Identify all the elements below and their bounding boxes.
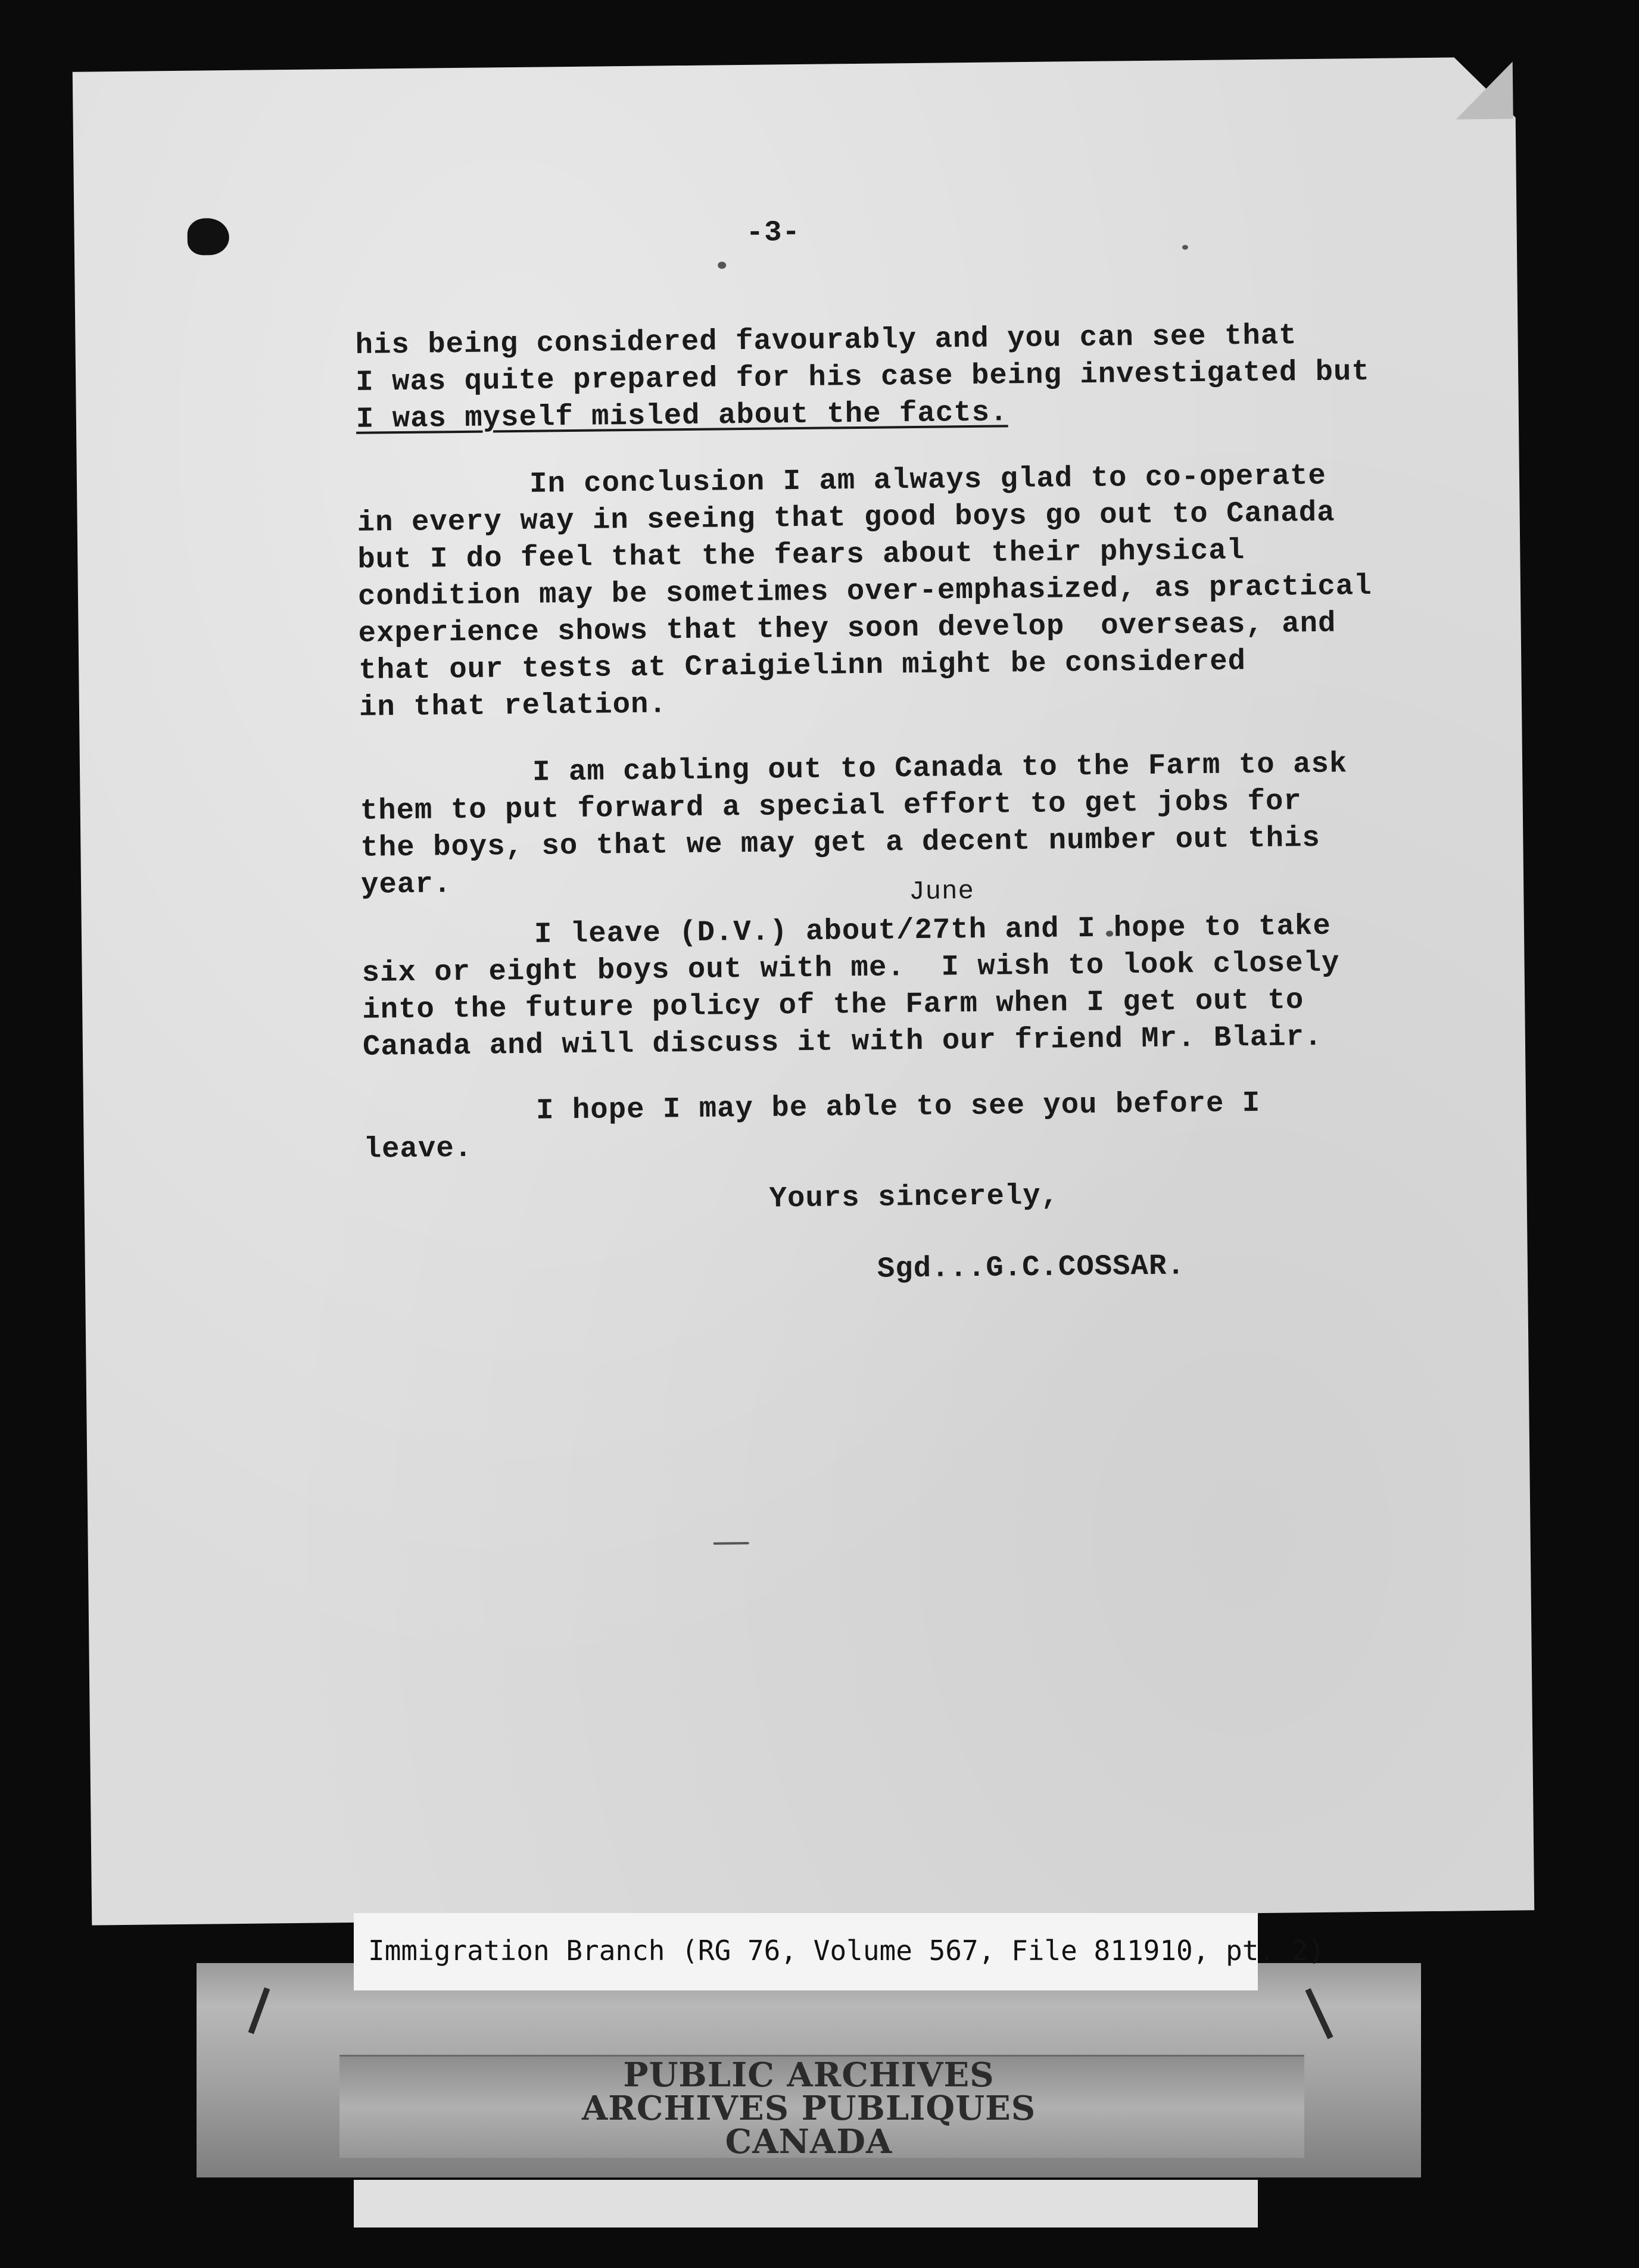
page-number: -3- [746,215,801,250]
letter-line: his being considered favourably and you can see that [355,319,1297,362]
letter-line-underlined: I was myself misled about the facts. [356,395,1008,436]
letter-line: but I do feel that the fears about their physical [357,534,1245,577]
letter-page [73,57,1534,1925]
signature-line: Sgd...G.C.COSSAR. [877,1249,1186,1286]
binding-thread [1305,1988,1333,2039]
handwritten-insertion: June [909,876,975,908]
stamp-line: ARCHIVES PUBLIQUES [581,2089,1036,2128]
letter-line: them to put forward a special effort to get jobs for [360,784,1303,828]
letter-line: year. [360,867,452,902]
letter-line: in every way in seeing that good boys go out to Canada [357,496,1335,540]
letter-line: I leave (D.V.) about/27th and I hope to take [534,909,1332,951]
archive-stamp [197,2055,1421,2161]
letter-line: experience shows that they soon develop overseas, and [358,606,1336,650]
closing: Yours sincerely, [769,1179,1060,1216]
letter-body [73,57,1534,1925]
letter-line: six or eight boys out with me. I wish to look closely [362,946,1340,990]
letter-line: the boys, so that we may get a decent number out this [360,821,1321,865]
archive-reference-label [354,1913,1325,1990]
letter-line: In conclusion I am always glad to co-operate [529,459,1327,501]
letter-line: that our tests at Craigielinn might be considered [359,644,1247,687]
archive-mount [197,1963,1421,2177]
binding-thread [248,1987,270,2035]
letter-line: leave. [363,1131,473,1166]
letter-line: Canada and will discuss it with our friend Mr. Blair. [362,1020,1323,1064]
letter-line: in that relation. [359,687,668,724]
letter-line: I hope I may be able to see you before I [535,1086,1261,1127]
letter-line: into the future policy of the Farm when I get out to [362,983,1304,1027]
letter-line: condition may be sometimes over-emphasized, as practical [357,569,1372,613]
stamp-line: CANADA [725,2122,893,2161]
stamp-line: PUBLIC ARCHIVES [623,2055,995,2095]
letter-line: I was quite prepared for his case being investigated but [355,354,1370,399]
bottom-strip [354,2180,1258,2228]
letter-line: I am cabling out to Canada to the Farm to ask [532,747,1348,789]
archive-reference: Immigration Branch (RG 76, Volume 567, File 811910, pt. 2) [368,1934,1325,1967]
